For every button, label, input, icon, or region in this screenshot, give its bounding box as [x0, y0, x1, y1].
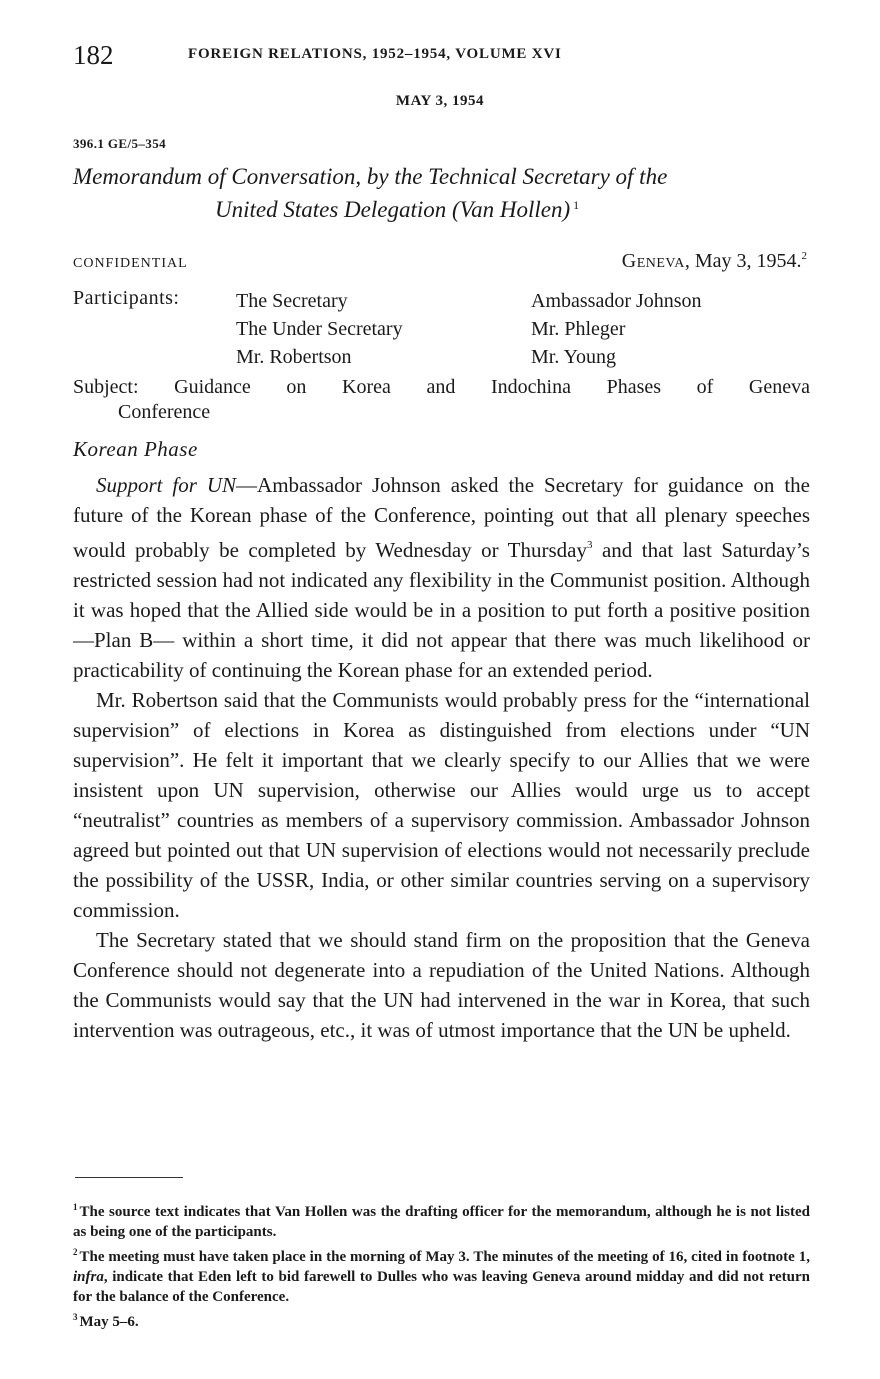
footnote-text: , indicate that Eden left to bid farewell to Dulles who was leaving Geneva around midday and did not return for the balance of the Conference.	[73, 1269, 810, 1305]
footnote-text: May 5–6.	[79, 1314, 139, 1330]
footnote-italic: infra	[73, 1269, 104, 1285]
footnote-ref: 2	[801, 250, 807, 262]
section-heading: Korean Phase	[73, 437, 198, 461]
participants-column-1	[236, 287, 403, 371]
participant: Mr. Young	[531, 346, 617, 368]
footnote-text: The source text indicates that Van Hollen was the drafting officer for the memorandum, although he is not listed as being one of the participants.	[73, 1204, 810, 1240]
memo-title	[73, 162, 810, 224]
file-reference: 396.1 GE/5–354	[73, 136, 166, 151]
paragraph: Mr. Robertson said that the Communists would probably press for the “international supervision” of elections in Korea as distinguished from elections under “UN supervision”. He felt it important that we clearly specify to our Allies that we were insistent upon UN supervision, otherwise our Allies would urge us to accept “neutralist” countries as members of a supervisory commission. Ambassador Johnson agreed but pointed out that UN supervision of elections would not necessarily preclude the possibility of the USSR, India, or other similar countries serving on a supervisory commission.	[73, 688, 810, 922]
footnote	[73, 1307, 810, 1332]
participants-label: Participants:	[73, 287, 180, 309]
paragraph-text: —Ambassador Johnson asked the Secretary for guidance on the future of the Korean phase of the Conference, pointing out that all plenary speeches would probably be completed by Wednesday or Thursday	[73, 473, 810, 562]
footnote-mark: 2	[73, 1247, 78, 1257]
subject-line	[73, 375, 810, 425]
footnote-ref: 3	[587, 539, 593, 551]
subject-continuation: Conference	[118, 401, 211, 423]
date-heading: MAY 3, 1954	[395, 93, 485, 109]
subject-text: Subject: Guidance on Korea and Indochina Phases of Geneva	[73, 376, 810, 398]
footnotes	[73, 1197, 810, 1332]
footnote-text: The meeting must have taken place in the morning of May 3. The minutes of the meeting of 16, cited in footnote 1,	[79, 1249, 810, 1265]
participant: The Secretary	[236, 290, 348, 312]
footnote	[73, 1197, 810, 1242]
paragraph-text: and that last Saturday’s restricted session had not indicated any flexibility in the Communist position. Although it was hoped that the Allied side would be in a position to put forth a positive position—Plan B— within a short time, it did not appear that there was much likelihood or practicability of continuing the Korean phase for an extended period.	[73, 538, 810, 682]
paragraph: The Secretary stated that we should stand firm on the proposition that the Geneva Conference should not degenerate into a repudiation of the United Nations. Although the Communists would say that the UN had intervened in the war in Korea, that such intervention was outrageous, etc., it was of utmost importance that the UN be upheld.	[73, 928, 810, 1042]
place-name: Geneva	[621, 250, 685, 272]
participant: Ambassador Johnson	[531, 290, 702, 312]
footnote-ref: 1	[573, 198, 580, 212]
footnote-mark: 3	[73, 1312, 78, 1322]
participant: The Under Secretary	[236, 318, 403, 340]
memo-date: , May 3, 1954.	[684, 250, 802, 272]
running-head: FOREIGN RELATIONS, 1952–1954, VOLUME XVI	[188, 46, 562, 62]
page-number: 182	[73, 40, 114, 70]
participants-column-2	[531, 287, 702, 371]
memo-title-line-2: United States Delegation (Van Hollen)	[215, 197, 571, 222]
classification-label: CONFIDENTIAL	[73, 256, 188, 271]
run-in-heading: Support for UN	[96, 473, 237, 497]
footnote-mark: 1	[73, 1202, 78, 1212]
memo-title-line-1: Memorandum of Conversation, by the Technical Secretary of the	[73, 164, 668, 189]
participant: Mr. Phleger	[531, 318, 626, 340]
paragraph	[73, 470, 810, 685]
footnote	[73, 1242, 810, 1307]
memo-body	[73, 470, 810, 1045]
place-date-line	[622, 250, 807, 273]
participant: Mr. Robertson	[236, 346, 352, 368]
footnote-divider	[75, 1177, 183, 1178]
memo-title-line-2-wrap	[73, 191, 810, 224]
